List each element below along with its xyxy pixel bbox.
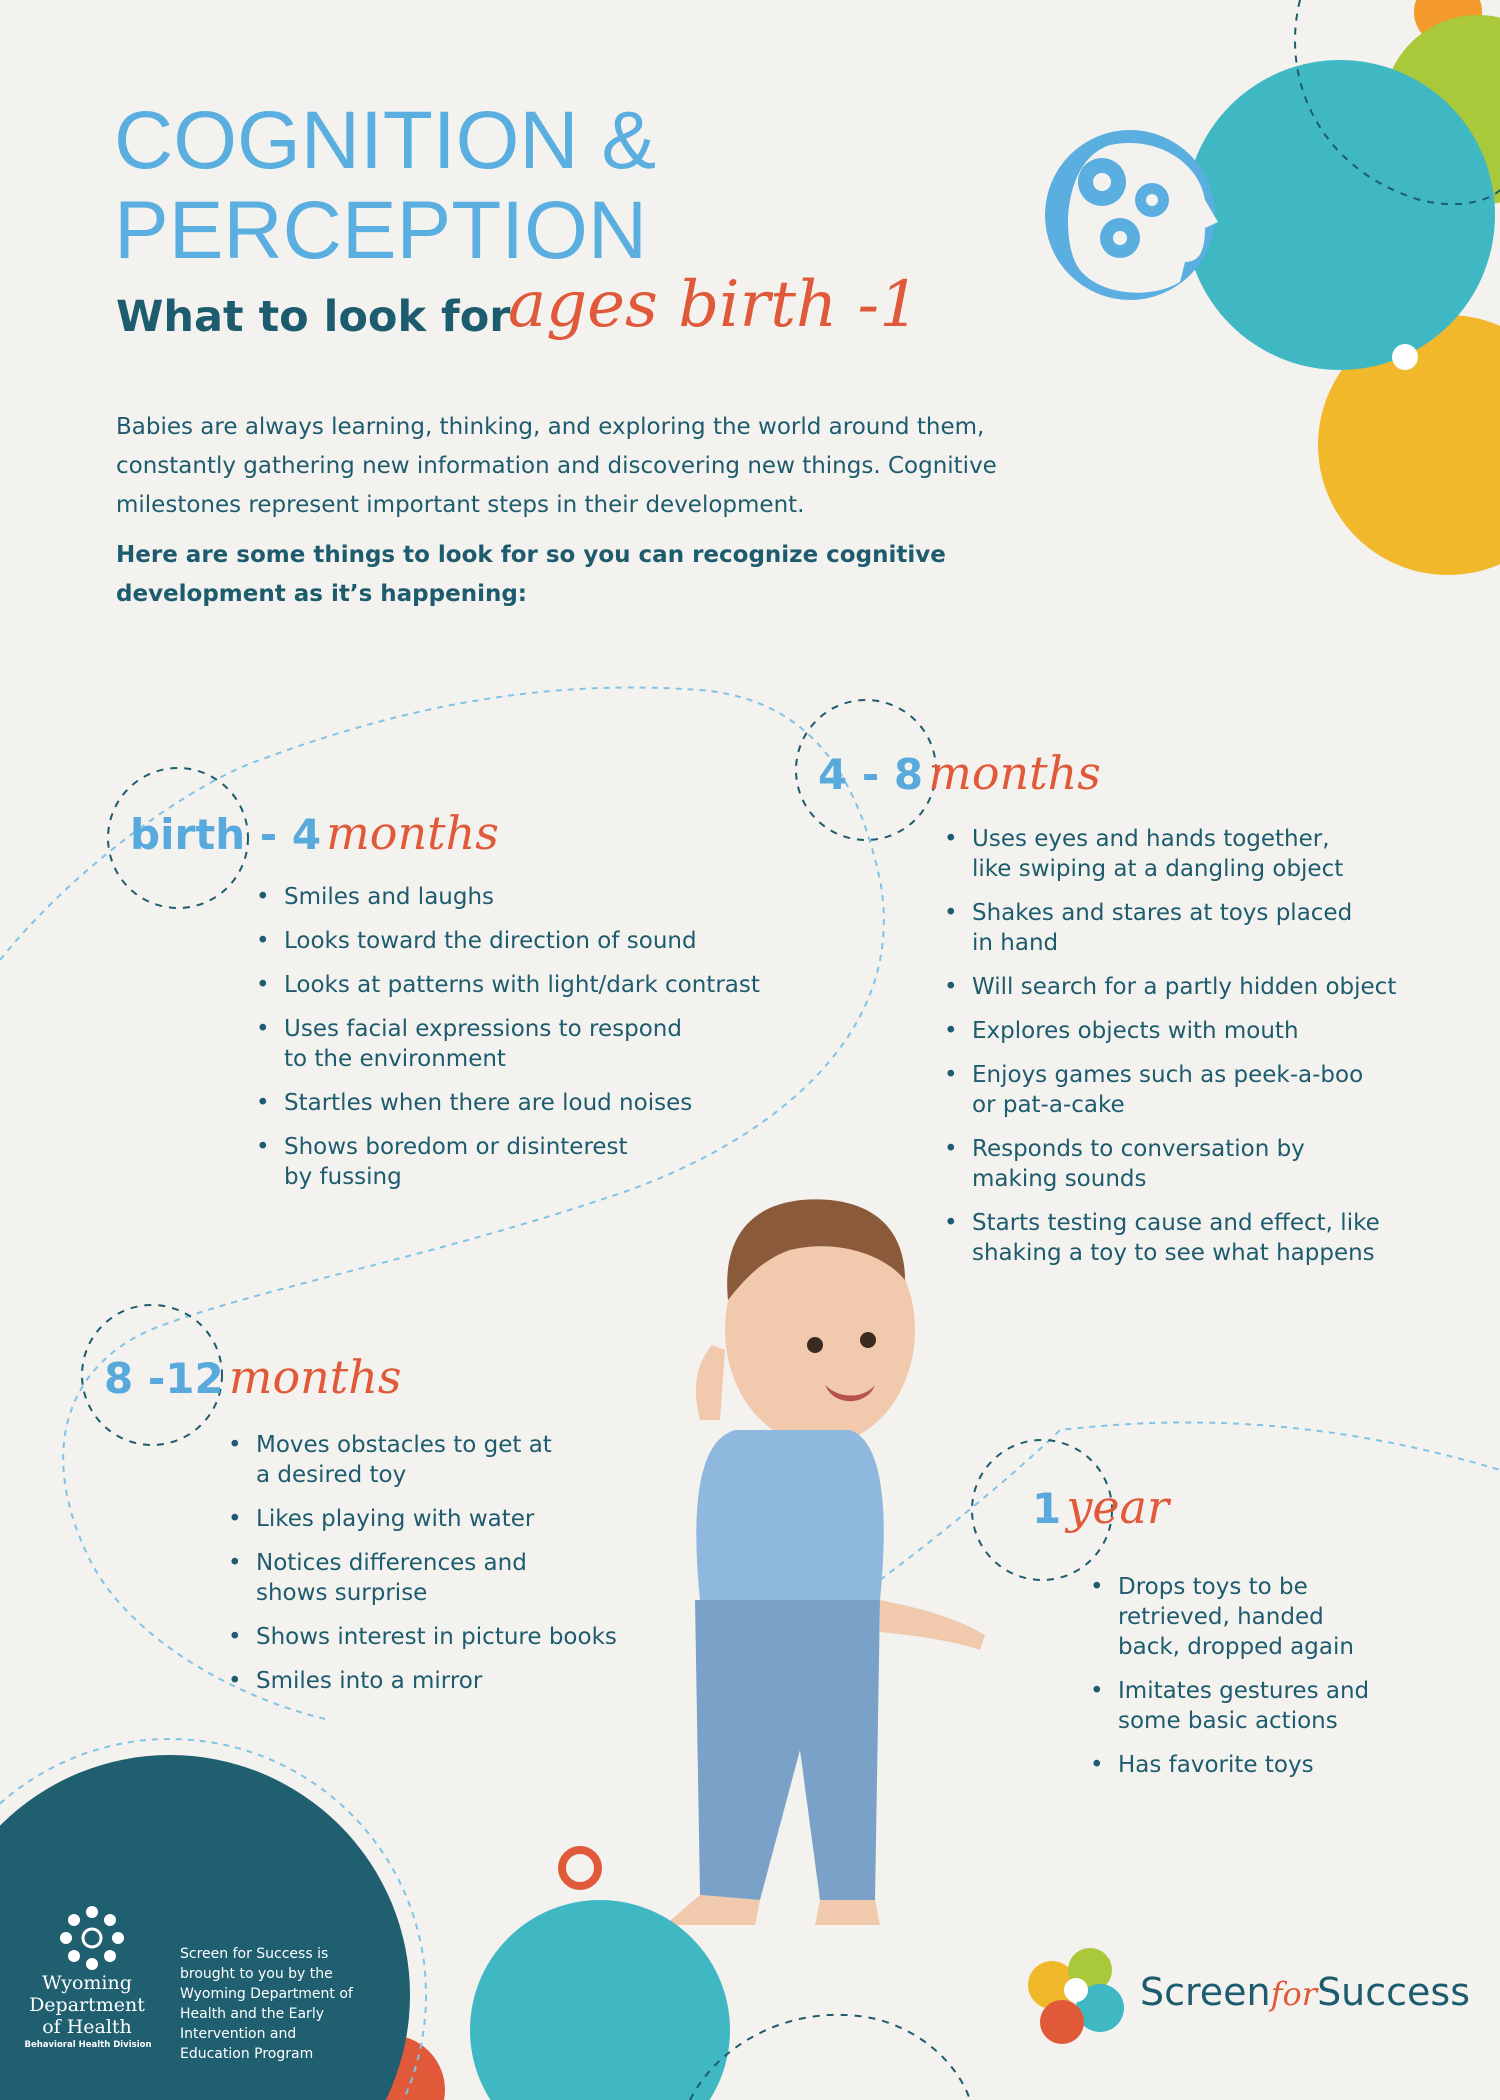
gear-large-hole xyxy=(1093,173,1111,191)
section-range: 8 -12 xyxy=(104,1354,224,1403)
white-dot xyxy=(1392,344,1418,370)
section-range: 4 - 8 xyxy=(818,750,924,799)
wdh-division: Behavioral Health Division xyxy=(24,2040,152,2050)
credit-text: Screen for Success is brought to you by the Wyoming Department of Health and the Early Intervention and Education Program xyxy=(180,1946,353,2062)
list-item: • Enjoys games such as peek-a-boo or pat-a-cake xyxy=(944,1060,1364,1120)
section-range: birth - 4 xyxy=(130,810,322,859)
teal-bottom-circle xyxy=(470,1900,730,2100)
list-item: • Moves obstacles to get at a desired toy xyxy=(228,1430,568,1490)
title-line-1: COGNITION & xyxy=(114,95,657,186)
list-item: • Notices differences and shows surprise xyxy=(228,1548,548,1608)
intro-paragraph: Babies are always learning, thinking, and exploring the world around them, constantly gathering new information and discovering new things. Cognitive milestones represent important steps in their development. xyxy=(116,414,997,518)
list-item: • Looks toward the direction of sound xyxy=(256,926,836,956)
gear-small-hole xyxy=(1146,194,1158,206)
gear-mid-hole xyxy=(1113,231,1127,245)
section-unit: months xyxy=(326,806,499,860)
logo-word-success: Success xyxy=(1317,1970,1471,2014)
list-4-8 xyxy=(944,824,1444,1282)
list-item: • Uses facial expressions to respond to the environment xyxy=(256,1014,696,1074)
title-line-2: PERCEPTION xyxy=(114,185,648,276)
baby-photo xyxy=(665,1199,985,1925)
logo-word-screen: Screen xyxy=(1140,1970,1271,2014)
list-8-12 xyxy=(228,1430,648,1710)
list-item: • Smiles and laughs xyxy=(256,882,836,912)
list-item: • Responds to conversation by making sounds xyxy=(944,1134,1344,1194)
logo-word-for: for xyxy=(1270,1975,1318,2013)
list-item: • Smiles into a mirror xyxy=(228,1666,648,1696)
list-item: • Looks at patterns with light/dark contrast xyxy=(256,970,836,1000)
section-heading-4-8 xyxy=(818,746,1101,800)
list-item: • Starts testing cause and effect, like shaking a toy to see what happens xyxy=(944,1208,1424,1268)
subtitle: What to look for xyxy=(116,292,511,342)
dashed-bottom-arc xyxy=(690,2015,970,2100)
orange-ring xyxy=(562,1850,598,1886)
section-range: 1 xyxy=(1032,1484,1062,1533)
list-item: • Will search for a partly hidden object xyxy=(944,972,1444,1002)
teal-big-circle xyxy=(1185,60,1495,370)
list-birth-4 xyxy=(256,882,836,1206)
list-item: • Imitates gestures and some basic actions xyxy=(1090,1676,1390,1736)
section-unit: year xyxy=(1066,1480,1169,1534)
section-unit: months xyxy=(928,746,1101,800)
list-item: • Uses eyes and hands together, like swiping at a dangling object xyxy=(944,824,1364,884)
list-item: • Has favorite toys xyxy=(1090,1750,1420,1780)
subtitle-accent: ages birth -1 xyxy=(508,268,920,342)
list-item: • Shakes and stares at toys placed in hand xyxy=(944,898,1364,958)
list-item: • Shows boredom or disinterest by fussing xyxy=(256,1132,656,1192)
section-heading-8-12 xyxy=(104,1350,402,1404)
list-1-year xyxy=(1090,1572,1420,1794)
list-item: • Shows interest in picture books xyxy=(228,1622,648,1652)
wdh-logo-name: Wyoming Department of Health xyxy=(29,1972,145,2038)
screen-for-success-logo xyxy=(1140,1970,1470,2014)
section-heading-birth-4 xyxy=(130,806,499,860)
sfs-logo-icon xyxy=(1028,1948,1124,2044)
list-item: • Explores objects with mouth xyxy=(944,1016,1444,1046)
list-item: • Likes playing with water xyxy=(228,1504,648,1534)
list-item: • Drops toys to be retrieved, handed back, dropped again xyxy=(1090,1572,1390,1662)
section-unit: months xyxy=(228,1350,402,1404)
list-item: • Startles when there are loud noises xyxy=(256,1088,836,1118)
intro-lead: Here are some things to look for so you can recognize cognitive development as it’s happening: xyxy=(116,542,946,607)
page-title xyxy=(114,96,1014,276)
section-heading-1-year xyxy=(1032,1480,1169,1534)
